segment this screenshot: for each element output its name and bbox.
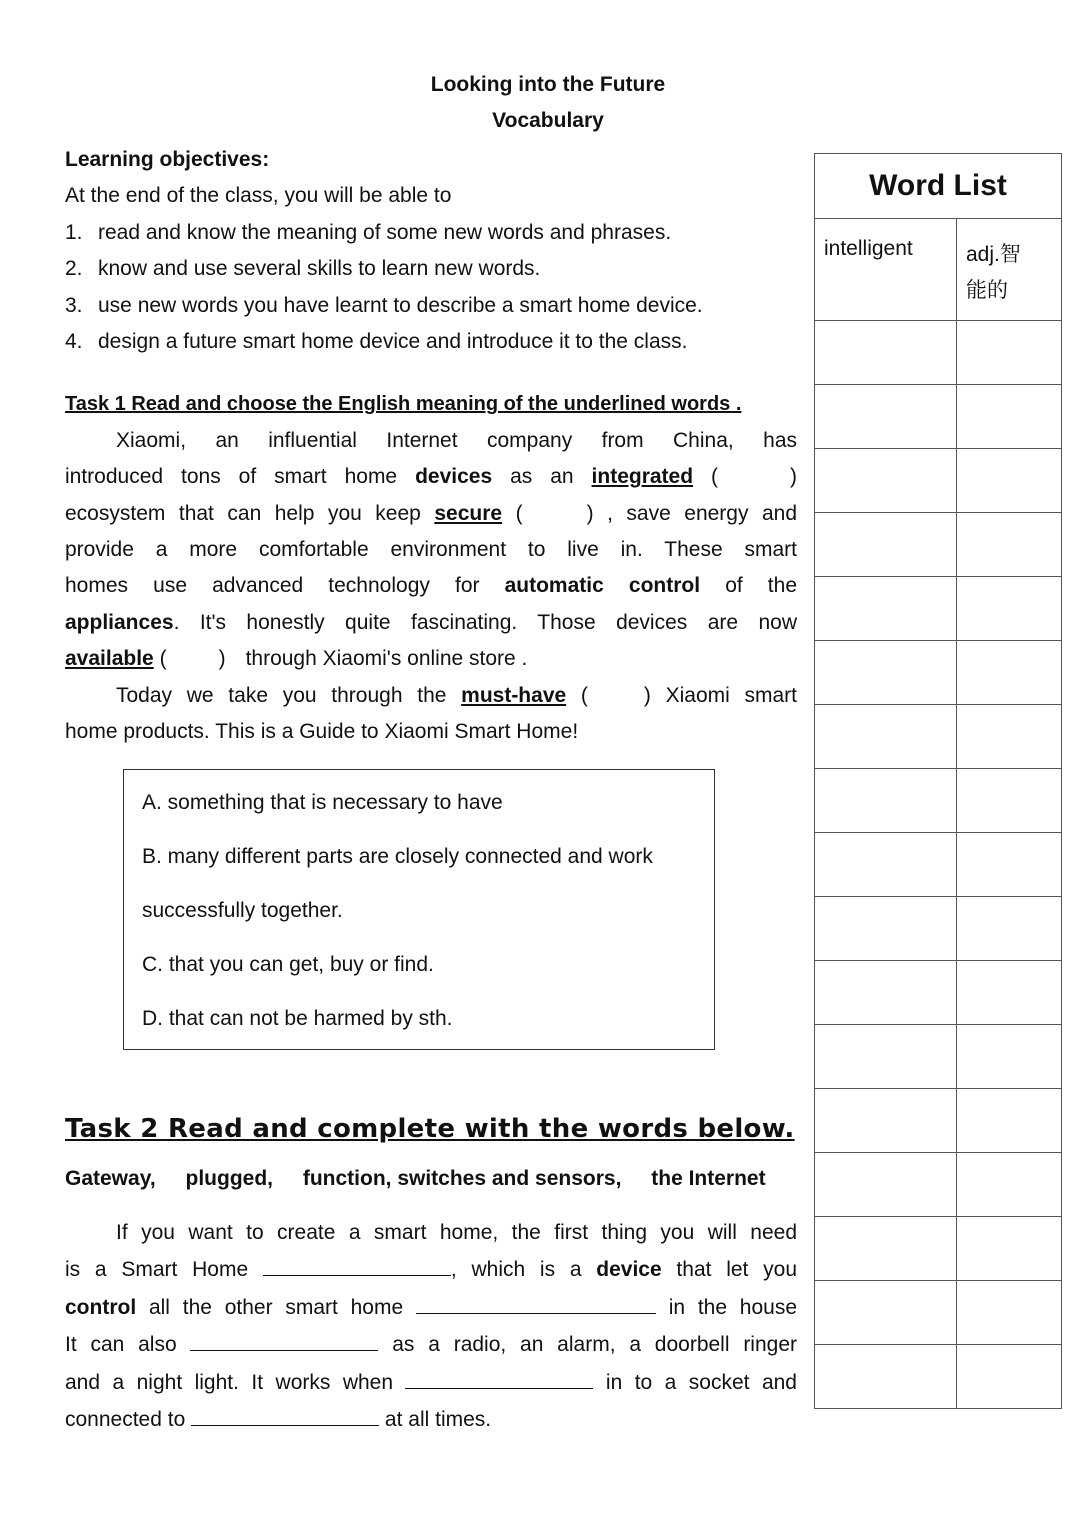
task1-title: Task 1 Read and choose the English meaning of the underlined words . <box>65 393 742 416</box>
word-list-title: Word List <box>815 154 1062 219</box>
word-cell[interactable] <box>815 449 957 513</box>
meaning-cell[interactable] <box>957 1217 1062 1281</box>
blank-field[interactable] <box>190 1326 378 1351</box>
meaning-cell[interactable] <box>957 769 1062 833</box>
meaning-cell[interactable] <box>957 833 1062 897</box>
word-cell[interactable] <box>815 321 957 385</box>
option-b: B. many different parts are closely connected and work <box>142 845 653 868</box>
word-cell[interactable] <box>815 1345 957 1409</box>
blank-field[interactable] <box>263 1251 451 1276</box>
word-list-row <box>815 577 1062 641</box>
word-list-row <box>815 1089 1062 1153</box>
task1-line: homes use advanced technology for automatic control of the <box>65 574 798 598</box>
blank-field[interactable] <box>405 1364 593 1389</box>
task1-line: available ( ) through Xiaomi's online store . <box>65 647 528 671</box>
word-bank-item: Gateway, <box>65 1167 156 1190</box>
word-cell[interactable] <box>815 961 957 1025</box>
word-list-row <box>815 1025 1062 1089</box>
underlined-word-secure: secure <box>434 501 503 525</box>
word-list-row <box>815 1345 1062 1409</box>
task2-paragraph <box>65 1215 797 1438</box>
meaning-cell[interactable] <box>957 577 1062 641</box>
task2-title: Task 2 Read and complete with the words below. <box>65 1114 795 1144</box>
task1-line: home products. This is a Guide to Xiaomi Smart Home! <box>65 720 579 744</box>
options-box <box>123 769 715 1050</box>
word-cell[interactable] <box>815 1153 957 1217</box>
task1-line: Today we take you through the must-have ( ) Xiaomi smart <box>116 683 798 707</box>
word-cell[interactable] <box>815 513 957 577</box>
page-title: Looking into the Future <box>430 73 666 96</box>
task1-line: introduced tons of smart home devices as an integrated ( ) <box>65 465 798 489</box>
word-list-row <box>815 641 1062 705</box>
word-cell[interactable] <box>815 641 957 705</box>
word-bank <box>65 1167 790 1191</box>
word-cell[interactable] <box>815 1089 957 1153</box>
word-cell[interactable] <box>815 897 957 961</box>
word-cell[interactable] <box>815 577 957 641</box>
page-subtitle: Vocabulary <box>492 109 604 132</box>
objective-item: 2. know and use several skills to learn new words. <box>65 257 541 281</box>
task2-line: connected to at all times. <box>65 1401 797 1438</box>
underlined-word-integrated: integrated <box>591 465 694 489</box>
word-cell[interactable] <box>815 385 957 449</box>
word-list-row <box>815 449 1062 513</box>
meaning-cell[interactable] <box>957 321 1062 385</box>
objective-item: 4. design a future smart home device and introduce it to the class. <box>65 330 688 354</box>
main-column <box>65 142 797 751</box>
word-list-row <box>815 321 1062 385</box>
option-a: A. something that is necessary to have <box>142 791 503 814</box>
word-list-row <box>815 513 1062 577</box>
word-cell[interactable] <box>815 705 957 769</box>
word-list-row <box>815 1153 1062 1217</box>
objective-item: 1. read and know the meaning of some new words and phrases. <box>65 220 672 244</box>
word-list-row <box>815 1217 1062 1281</box>
word-list-row <box>815 769 1062 833</box>
meaning-cell[interactable] <box>957 1153 1062 1217</box>
word-cell[interactable] <box>815 1217 957 1281</box>
meaning-cell[interactable] <box>957 641 1062 705</box>
meaning-cell[interactable] <box>957 449 1062 513</box>
meaning-cell[interactable] <box>957 385 1062 449</box>
word-cell[interactable] <box>815 1281 957 1345</box>
meaning-cell[interactable] <box>957 1025 1062 1089</box>
option-b-cont: successfully together. <box>142 899 343 922</box>
word-list-row <box>815 1281 1062 1345</box>
objectives-intro: At the end of the class, you will be able to <box>65 184 452 208</box>
task2-line: is a Smart Home , which is a device that let you <box>65 1251 797 1288</box>
word-list-row <box>815 961 1062 1025</box>
word-list-table <box>814 153 1062 1409</box>
word-bank-item: the Internet <box>651 1167 766 1190</box>
word-bank-item: function, switches and sensors, <box>302 1167 622 1190</box>
word-list-word: intelligent <box>815 219 957 321</box>
meaning-cell[interactable] <box>957 705 1062 769</box>
task1-line: provide a more comfortable environment to live in. These smart <box>65 538 797 562</box>
task2-line: and a night light. It works when in to a socket and <box>65 1364 797 1401</box>
blank-field[interactable] <box>191 1401 379 1426</box>
task2-line: If you want to create a smart home, the first thing you will need <box>116 1221 797 1244</box>
word-list-row <box>815 897 1062 961</box>
meaning-cell[interactable] <box>957 897 1062 961</box>
meaning-cell[interactable] <box>957 1345 1062 1409</box>
meaning-cell[interactable] <box>957 513 1062 577</box>
task2-line: It can also as a radio, an alarm, a doorbell ringer <box>65 1326 797 1363</box>
word-bank-item: plugged, <box>185 1167 273 1190</box>
task1-line: Xiaomi, an influential Internet company from China, has <box>116 428 797 452</box>
word-list-row <box>815 705 1062 769</box>
word-cell[interactable] <box>815 1025 957 1089</box>
meaning-cell[interactable] <box>957 961 1062 1025</box>
objective-item: 3. use new words you have learnt to describe a smart home device. <box>65 293 703 317</box>
word-list-row <box>815 385 1062 449</box>
task1-line: appliances. It's honestly quite fascinating. Those devices are now <box>65 610 797 634</box>
task2-line: control all the other smart home in the house <box>65 1289 797 1326</box>
meaning-cell[interactable] <box>957 1089 1062 1153</box>
meaning-cell[interactable] <box>957 1281 1062 1345</box>
option-d: D. that can not be harmed by sth. <box>142 1007 453 1030</box>
word-cell[interactable] <box>815 833 957 897</box>
blank-field[interactable] <box>416 1289 656 1314</box>
underlined-word-available: available <box>65 647 154 671</box>
word-cell[interactable] <box>815 769 957 833</box>
word-list-meaning: adj.智能的 <box>957 219 1062 321</box>
task1-line: ecosystem that can help you keep secure ( ) , save energy and <box>65 501 798 525</box>
word-list-row <box>815 833 1062 897</box>
underlined-word-must-have: must-have <box>461 683 567 707</box>
objectives-heading: Learning objectives: <box>65 148 270 171</box>
option-c: C. that you can get, buy or find. <box>142 953 434 976</box>
